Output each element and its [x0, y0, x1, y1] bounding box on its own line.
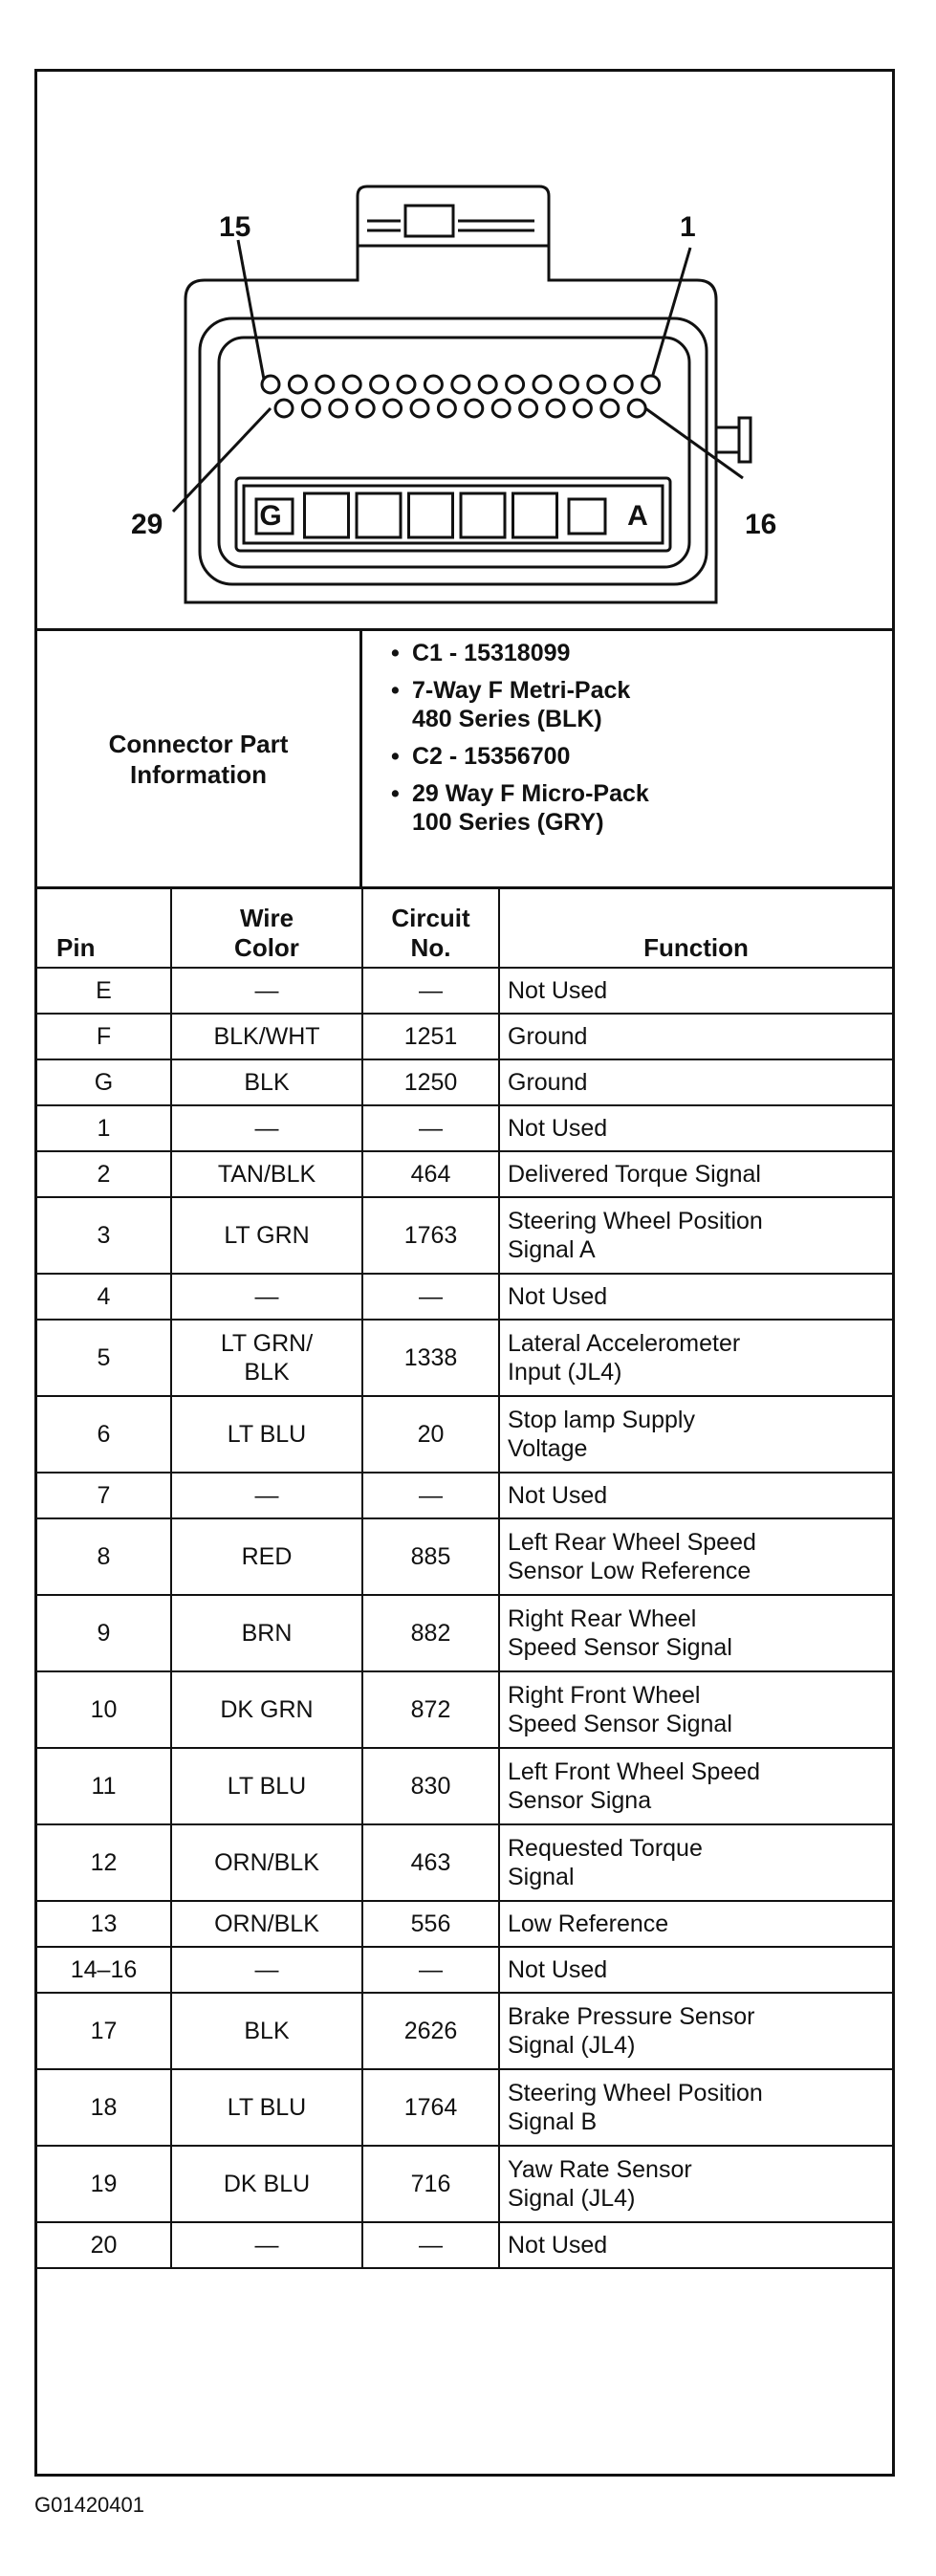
function-cell: Steering Wheel Position Signal B [499, 2069, 892, 2146]
function-cell: Delivered Torque Signal [499, 1151, 892, 1197]
function-cell: Not Used [499, 1105, 892, 1151]
pin-hole [628, 400, 645, 417]
connector-info-list [362, 631, 892, 886]
function-cell: Not Used [499, 1473, 892, 1518]
function-cell: Requested Torque Signal [499, 1824, 892, 1901]
table-row [37, 1518, 892, 1595]
wire-color-cell: BLK [171, 1059, 362, 1105]
pin-cell: 6 [37, 1396, 171, 1473]
table-row [37, 2146, 892, 2222]
pin-cell: G [37, 1059, 171, 1105]
circuit-cell: 1251 [362, 1014, 499, 1059]
wire-color-cell: — [171, 2222, 362, 2268]
cavity [409, 493, 453, 537]
pin-hole [574, 400, 591, 417]
function-cell: Not Used [499, 968, 892, 1014]
header-wire-color: Wire Color [171, 889, 362, 968]
circuit-cell: 716 [362, 2146, 499, 2222]
cavity [569, 499, 605, 534]
header-circuit: Circuit No. [362, 889, 499, 968]
pin-cell: 3 [37, 1197, 171, 1274]
cavity [461, 493, 505, 537]
table-row [37, 1671, 892, 1748]
circuit-cell: 20 [362, 1396, 499, 1473]
table-row [37, 1320, 892, 1396]
function-cell: Left Front Wheel Speed Sensor Signa [499, 1748, 892, 1824]
pin-16-label: 16 [745, 509, 777, 540]
circuit-cell: 1764 [362, 2069, 499, 2146]
circuit-cell: 885 [362, 1518, 499, 1595]
table-row [37, 1473, 892, 1518]
table-row [37, 1947, 892, 1993]
wire-color-cell: DK GRN [171, 1671, 362, 1748]
connector-info-item: • C1 - 15318099 [391, 639, 892, 667]
function-cell: Brake Pressure Sensor Signal (JL4) [499, 1993, 892, 2069]
circuit-cell: 1338 [362, 1320, 499, 1396]
wire-color-cell: — [171, 1473, 362, 1518]
table-row [37, 1396, 892, 1473]
wire-color-cell: TAN/BLK [171, 1151, 362, 1197]
pin-hole [466, 400, 483, 417]
pin-hole [601, 400, 619, 417]
circuit-cell: 464 [362, 1151, 499, 1197]
pin-hole [452, 376, 469, 393]
pinout-table [37, 889, 892, 2269]
table-row [37, 1105, 892, 1151]
wire-color-cell: — [171, 1947, 362, 1993]
pin-hole [357, 400, 374, 417]
circuit-cell: — [362, 1274, 499, 1320]
pin-15-label: 15 [219, 211, 251, 243]
header-pin: Pin [37, 889, 171, 968]
table-row [37, 1824, 892, 1901]
pin-hole [642, 376, 660, 393]
pin-cell: 7 [37, 1473, 171, 1518]
connector-info-title: Connector Part Information [108, 729, 289, 789]
pin-cell: 4 [37, 1274, 171, 1320]
circuit-cell: 882 [362, 1595, 499, 1671]
pin-cell: 10 [37, 1671, 171, 1748]
table-row [37, 2069, 892, 2146]
table-row [37, 2222, 892, 2268]
table-row [37, 1901, 892, 1947]
table-row [37, 1595, 892, 1671]
pin-cell: 12 [37, 1824, 171, 1901]
pin-cell: 8 [37, 1518, 171, 1595]
function-cell: Lateral Accelerometer Input (JL4) [499, 1320, 892, 1396]
wire-color-cell: BLK [171, 1993, 362, 2069]
wire-color-cell: — [171, 1274, 362, 1320]
table-row [37, 1274, 892, 1320]
wire-color-cell: LT BLU [171, 1396, 362, 1473]
pin-cell: 19 [37, 2146, 171, 2222]
pin-hole [371, 376, 388, 393]
connector-info-item: • 29 Way F Micro-Pack 100 Series (GRY) [391, 779, 892, 837]
circuit-cell: 872 [362, 1671, 499, 1748]
pin-hole [302, 400, 319, 417]
pin-hole [492, 400, 510, 417]
circuit-cell: 463 [362, 1824, 499, 1901]
cavity-a-label: A [627, 500, 648, 532]
circuit-cell: — [362, 968, 499, 1014]
pin-29-label: 29 [131, 509, 163, 540]
function-cell: Yaw Rate Sensor Signal (JL4) [499, 2146, 892, 2222]
wire-color-cell: LT BLU [171, 1748, 362, 1824]
function-cell: Not Used [499, 1274, 892, 1320]
function-cell: Steering Wheel Position Signal A [499, 1197, 892, 1274]
connector-face-drawing [37, 72, 892, 628]
circuit-cell: — [362, 1947, 499, 1993]
pin-hole [262, 376, 279, 393]
circuit-cell: — [362, 2222, 499, 2268]
pin-hole [507, 376, 524, 393]
pin-cell: 11 [37, 1748, 171, 1824]
pin-hole [343, 376, 360, 393]
circuit-cell: 1763 [362, 1197, 499, 1274]
connector-sheet [34, 69, 895, 2477]
pin-hole [547, 400, 564, 417]
cavity [513, 493, 557, 537]
pin-cell: E [37, 968, 171, 1014]
wire-color-cell: LT GRN/ BLK [171, 1320, 362, 1396]
cavity [357, 493, 401, 537]
function-cell: Right Rear Wheel Speed Sensor Signal [499, 1595, 892, 1671]
pin-cell: 14–16 [37, 1947, 171, 1993]
pin-hole [289, 376, 306, 393]
pin-cell: 20 [37, 2222, 171, 2268]
function-cell: Not Used [499, 1947, 892, 1993]
pin-cell: 18 [37, 2069, 171, 2146]
circuit-cell: — [362, 1473, 499, 1518]
table-row [37, 968, 892, 1014]
table-row [37, 1197, 892, 1274]
function-cell: Ground [499, 1059, 892, 1105]
pin-cell: 2 [37, 1151, 171, 1197]
table-row [37, 1748, 892, 1824]
pin-hole [560, 376, 577, 393]
wire-color-cell: BRN [171, 1595, 362, 1671]
wire-color-cell: LT BLU [171, 2069, 362, 2146]
pin-hole [520, 400, 537, 417]
connector-diagram [37, 72, 892, 631]
connector-info-item: • C2 - 15356700 [391, 742, 892, 771]
pin-hole [384, 400, 402, 417]
pin-cell: 5 [37, 1320, 171, 1396]
pin-hole [398, 376, 415, 393]
pin-cell: 1 [37, 1105, 171, 1151]
function-cell: Right Front Wheel Speed Sensor Signal [499, 1671, 892, 1748]
circuit-cell: 830 [362, 1748, 499, 1824]
wire-color-cell: ORN/BLK [171, 1901, 362, 1947]
header-function: Function [499, 889, 892, 968]
circuit-cell: 1250 [362, 1059, 499, 1105]
pin-cell: 9 [37, 1595, 171, 1671]
wire-color-cell: — [171, 968, 362, 1014]
pin-hole [615, 376, 632, 393]
table-row [37, 1059, 892, 1105]
function-cell: Low Reference [499, 1901, 892, 1947]
wire-color-cell: LT GRN [171, 1197, 362, 1274]
wire-color-cell: — [171, 1105, 362, 1151]
pin-cell: F [37, 1014, 171, 1059]
pin-1-label: 1 [680, 211, 696, 243]
wire-color-cell: DK BLU [171, 2146, 362, 2222]
pin-hole [424, 376, 442, 393]
function-cell: Not Used [499, 2222, 892, 2268]
circuit-cell: 556 [362, 1901, 499, 1947]
circuit-cell: — [362, 1105, 499, 1151]
pin-hole [411, 400, 428, 417]
pin-cell: 13 [37, 1901, 171, 1947]
wire-color-cell: BLK/WHT [171, 1014, 362, 1059]
pin-cell: 17 [37, 1993, 171, 2069]
table-row [37, 1151, 892, 1197]
pin-hole [275, 400, 293, 417]
cavity [305, 493, 349, 537]
table-row [37, 1014, 892, 1059]
wire-color-cell: ORN/BLK [171, 1824, 362, 1901]
connector-info-title-cell [37, 631, 362, 886]
pin-hole [438, 400, 455, 417]
pin-hole [316, 376, 334, 393]
function-cell: Ground [499, 1014, 892, 1059]
function-cell: Left Rear Wheel Speed Sensor Low Reference [499, 1518, 892, 1595]
figure-code: G01420401 [34, 2493, 144, 2517]
function-cell: Stop lamp Supply Voltage [499, 1396, 892, 1473]
connector-part-info [37, 631, 892, 889]
wire-color-cell: RED [171, 1518, 362, 1595]
table-row [37, 1993, 892, 2069]
circuit-cell: 2626 [362, 1993, 499, 2069]
pin-hole [588, 376, 605, 393]
pin-hole [330, 400, 347, 417]
cavity-g-label: G [259, 500, 282, 532]
pin-hole [479, 376, 496, 393]
connector-info-item: • 7-Way F Metri-Pack 480 Series (BLK) [391, 676, 892, 733]
pin-hole [533, 376, 551, 393]
